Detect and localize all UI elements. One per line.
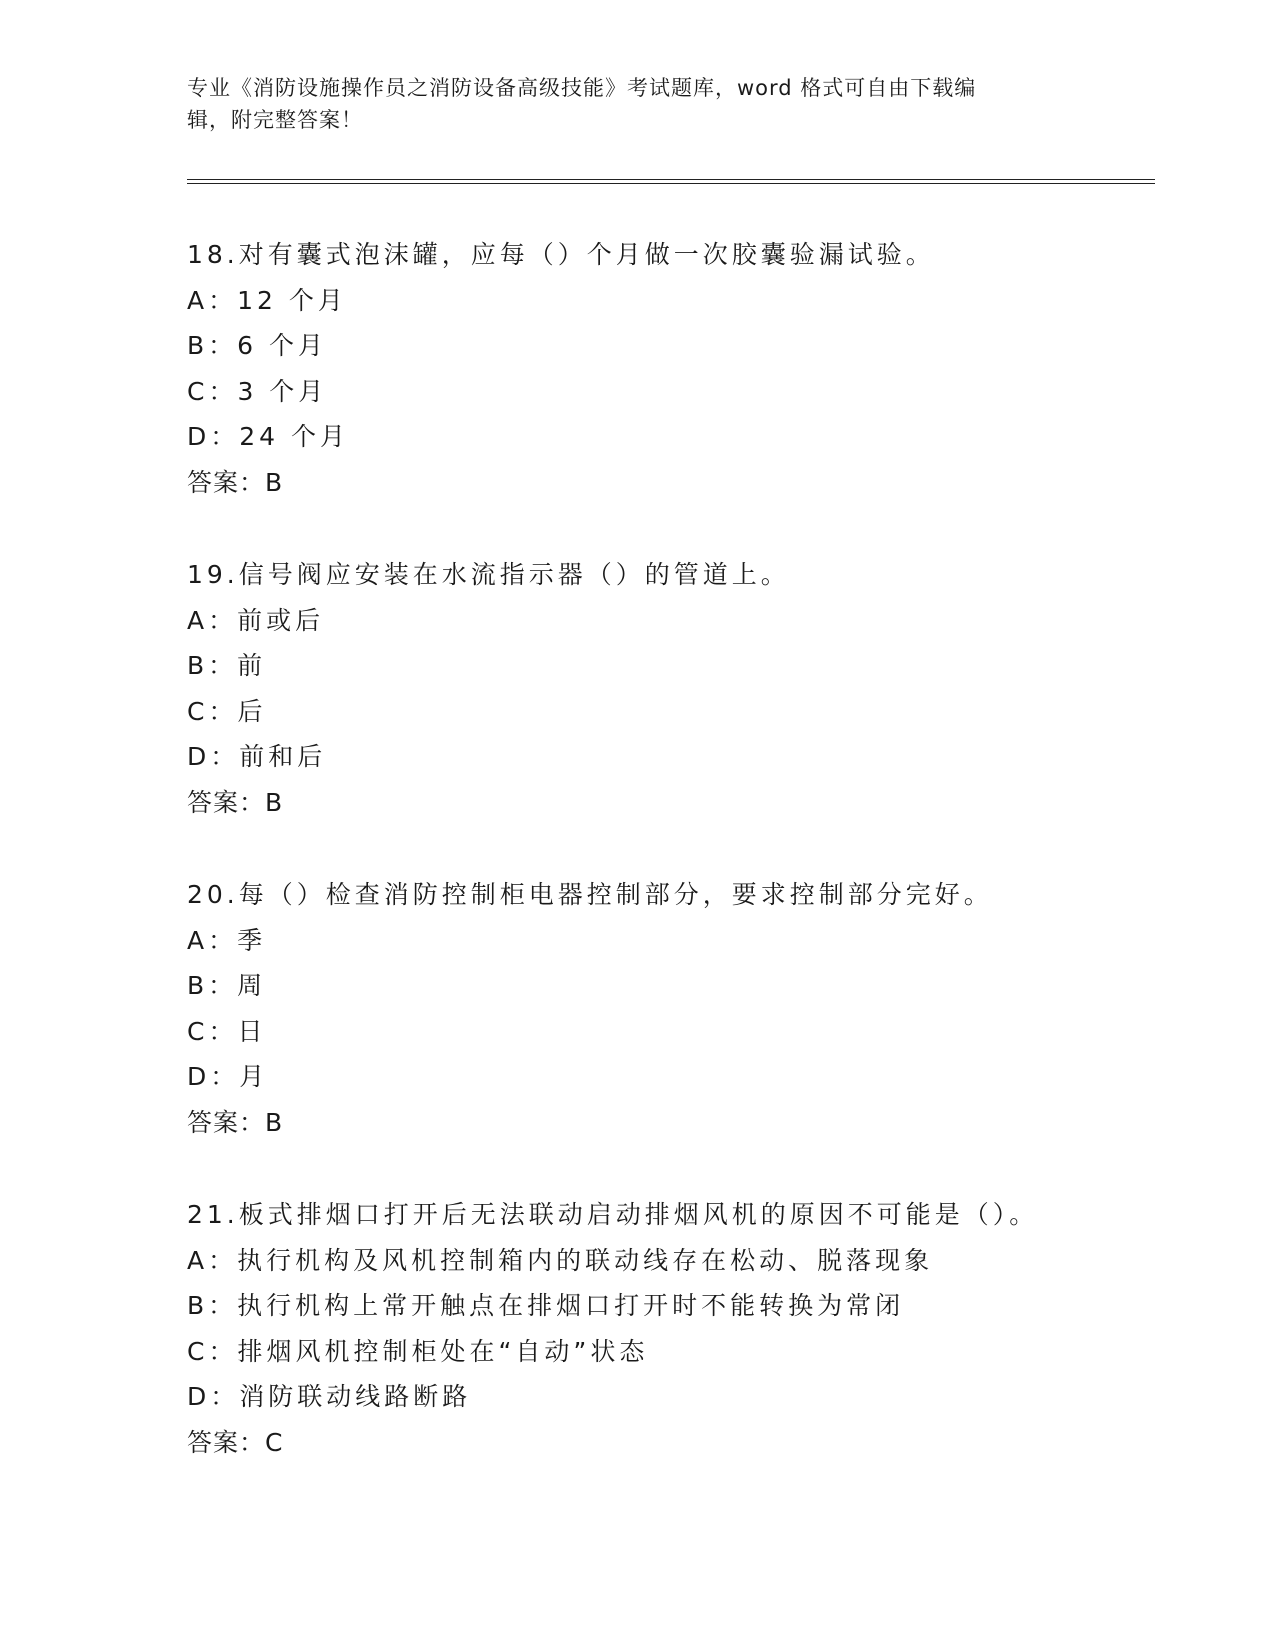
document-header [187,72,1087,136]
option-b: B：执行机构上常开触点在排烟口打开时不能转换为常闭 [187,1291,905,1320]
question-20 [187,876,1155,1196]
option-a: A：12 个月 [187,285,347,315]
option-d: D：月 [187,1062,269,1091]
question-21 [187,1196,1155,1516]
answer-label: 答案：B [187,467,284,497]
option-c: C：后 [187,696,267,726]
question-stem: 19.信号阀应安装在水流指示器（）的管道上。 [187,560,790,589]
option-d: D：消防联动线路断路 [187,1382,472,1411]
option-d: D：前和后 [187,742,327,771]
question-19 [187,556,1155,876]
option-b: B：6 个月 [187,331,328,360]
option-a: A：前或后 [187,605,325,635]
header-line-1: 专业《消防设施操作员之消防设备高级技能》考试题库，word 格式可自由下载编 [187,76,977,100]
header-line-2: 辑，附完整答案！ [187,108,363,132]
question-stem: 18.对有囊式泡沫罐，应每（）个月做一次胶囊验漏试验。 [187,240,935,269]
question-stem: 20.每（）检查消防控制柜电器控制部分，要求控制部分完好。 [187,880,993,909]
header-divider [187,179,1155,184]
answer-label: 答案：C [187,1427,284,1457]
option-b: B：前 [187,651,267,680]
option-a: A：执行机构及风机控制箱内的联动线存在松动、脱落现象 [187,1245,934,1275]
option-b: B：周 [187,971,267,1000]
answer-label: 答案：B [187,787,284,817]
option-a: A：季 [187,925,267,955]
option-c: C：日 [187,1016,267,1046]
question-18 [187,236,1155,556]
option-c: C：3 个月 [187,376,328,406]
question-stem: 21.板式排烟口打开后无法联动启动排烟风机的原因不可能是（）。 [187,1200,1039,1229]
question-list [187,236,1155,1516]
option-d: D：24 个月 [187,422,350,451]
option-c: C：排烟风机控制柜处在“自动”状态 [187,1336,649,1366]
answer-label: 答案：B [187,1107,284,1137]
